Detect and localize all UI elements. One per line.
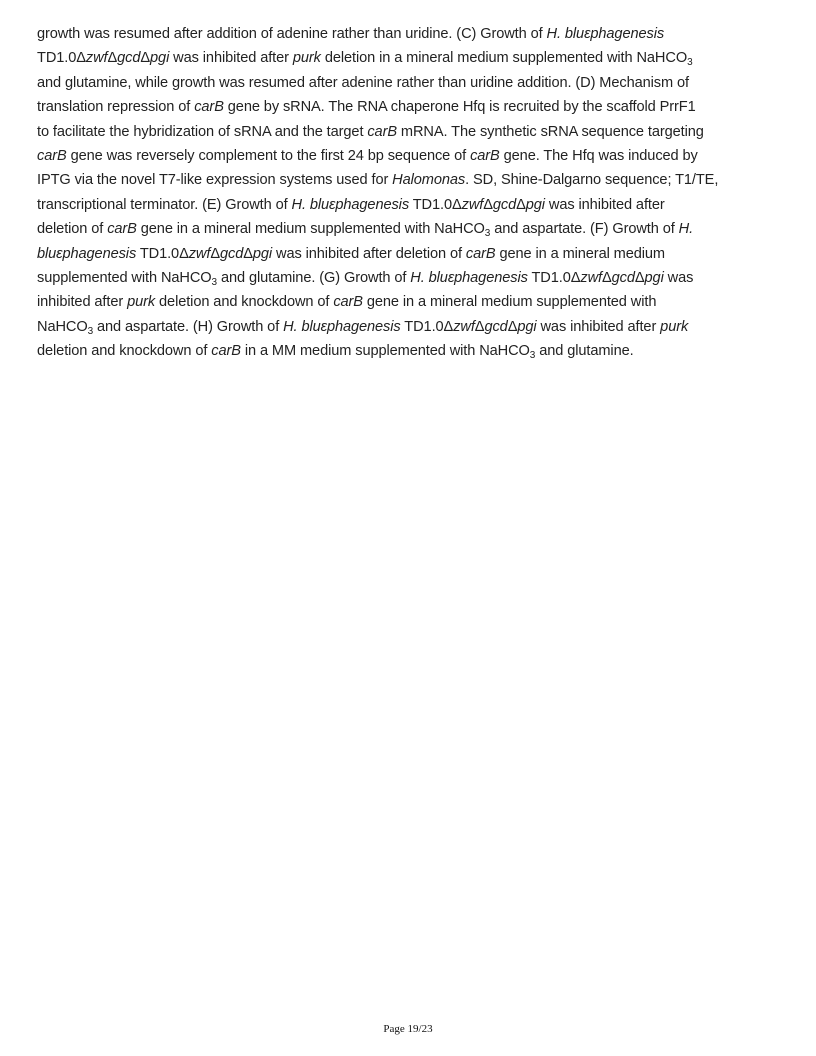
subscript: 3	[87, 325, 94, 337]
text-run: and glutamine, while growth was resumed after adenine rather than uridine addition. (D) Mechanism of	[37, 74, 689, 91]
text-line	[37, 95, 787, 119]
subscript: 3	[687, 57, 693, 69]
italic-term: purk	[660, 318, 689, 335]
italic-term: zwf	[461, 196, 484, 213]
text-run: and glutamine.	[535, 343, 634, 360]
italic-term: carB	[333, 294, 363, 311]
text-run: Δ	[601, 269, 612, 286]
text-run: Δ	[516, 196, 526, 213]
subscript: 3	[211, 276, 217, 288]
italic-term: carB	[211, 343, 241, 360]
italic-term: pgi	[252, 245, 273, 262]
text-run: gene by sRNA. The RNA chaperone Hfq is recruited by the scaffold PrrF1	[223, 99, 696, 116]
text-run: TD1.0Δ	[136, 245, 189, 262]
italic-term: zwf	[453, 318, 475, 335]
subscript: 3	[484, 228, 491, 240]
text-run: Δ	[107, 50, 118, 67]
text-run: gene. The Hfq was induced by	[499, 147, 698, 164]
italic-term: carB	[470, 147, 500, 164]
text-run: was inhibited after	[536, 318, 661, 335]
text-run: IPTG via the novel T7-like expression systems used for	[37, 172, 393, 189]
text-run: mRNA. The synthetic sRNA sequence targeting	[396, 123, 704, 140]
italic-term: carB	[194, 99, 224, 116]
text-run: inhibited after	[37, 294, 128, 311]
italic-term: carB	[367, 123, 397, 140]
text-run: Δ	[474, 318, 485, 335]
figure-caption-continued	[37, 22, 787, 363]
text-run: supplemented with NaHCO	[37, 269, 212, 286]
italic-term: gcd	[492, 196, 517, 213]
italic-term: H. bluεphagenesis	[546, 26, 665, 42]
text-run: Δ	[634, 269, 645, 286]
italic-term: Halomonas	[392, 172, 466, 189]
text-line	[37, 193, 787, 217]
text-run: Δ	[243, 245, 253, 262]
italic-term: gcd	[484, 318, 508, 335]
italic-term: pgi	[150, 50, 170, 67]
text-run: growth was resumed after addition of adenine rather than uridine. (C) Growth of	[37, 26, 547, 42]
text-line	[37, 339, 787, 363]
text-run: gene in a mineral medium supplemented with NaHCO	[136, 221, 485, 238]
page-number: Page 19/23	[383, 1023, 433, 1035]
text-run: and glutamine. (G) Growth of	[217, 269, 411, 286]
text-run: translation repression of	[37, 99, 195, 116]
text-run: and aspartate. (H) Growth of	[93, 318, 284, 335]
text-line	[37, 168, 787, 192]
italic-term: zwf	[85, 50, 108, 67]
italic-term: purk	[127, 294, 156, 311]
italic-term: H.	[678, 221, 694, 238]
italic-term: carB	[37, 147, 67, 164]
text-run: TD1.0Δ	[37, 50, 86, 67]
italic-term: H. bluεphagenesis	[410, 269, 528, 286]
italic-term: gcd	[611, 269, 635, 286]
text-run: deletion in a mineral medium supplemented with NaHCO	[320, 50, 688, 67]
text-run: Δ	[507, 318, 518, 335]
italic-term: pgi	[644, 269, 664, 286]
text-run: deletion of	[37, 221, 108, 238]
subscript: 3	[529, 350, 536, 362]
text-run: deletion and knockdown of	[155, 294, 334, 311]
text-line	[37, 217, 787, 241]
text-run: was inhibited after deletion of	[272, 245, 466, 262]
italic-term: pgi	[525, 196, 545, 213]
text-run: to facilitate the hybridization of sRNA and the target	[37, 123, 368, 140]
text-run: deletion and knockdown of	[37, 343, 212, 360]
text-run: Δ	[483, 196, 493, 213]
text-run: gene in a mineral medium	[495, 245, 665, 262]
italic-term: gcd	[117, 50, 141, 67]
text-run: was	[663, 269, 694, 286]
text-run: . SD, Shine-Dalgarno sequence; T1/TE,	[465, 172, 719, 189]
text-line	[37, 144, 787, 168]
text-run: TD1.0Δ	[409, 196, 462, 213]
italic-term: bluεphagenesis	[37, 245, 137, 262]
italic-term: pgi	[517, 318, 537, 335]
text-run: TD1.0Δ	[400, 318, 454, 335]
text-line	[37, 71, 787, 95]
text-line	[37, 120, 787, 144]
text-line	[37, 242, 787, 266]
text-run: transcriptional terminator. (E) Growth of	[37, 196, 292, 213]
text-run: was inhibited after	[544, 196, 665, 213]
text-line	[37, 46, 787, 70]
italic-term: H. bluεphagenesis	[283, 318, 401, 335]
text-run: was inhibited after	[169, 50, 293, 67]
italic-term: H. bluεphagenesis	[291, 196, 410, 213]
text-run: TD1.0Δ	[527, 269, 581, 286]
italic-term: carB	[107, 221, 137, 238]
text-run: Δ	[140, 50, 151, 67]
text-run: gene in a mineral medium supplemented with	[362, 294, 657, 311]
text-line	[37, 22, 787, 46]
italic-term: zwf	[188, 245, 211, 262]
italic-term: carB	[465, 245, 496, 262]
text-line	[37, 266, 787, 290]
italic-term: purk	[292, 50, 321, 67]
text-line	[37, 290, 787, 314]
text-run: and aspartate. (F) Growth of	[490, 221, 679, 238]
text-run: in a MM medium supplemented with NaHCO	[240, 343, 530, 360]
italic-term: gcd	[219, 245, 244, 262]
text-run: gene was reversely complement to the first 24 bp sequence of	[66, 147, 471, 164]
italic-term: zwf	[580, 269, 602, 286]
text-run: Δ	[210, 245, 220, 262]
text-run: NaHCO	[37, 318, 88, 335]
text-line	[37, 315, 787, 339]
